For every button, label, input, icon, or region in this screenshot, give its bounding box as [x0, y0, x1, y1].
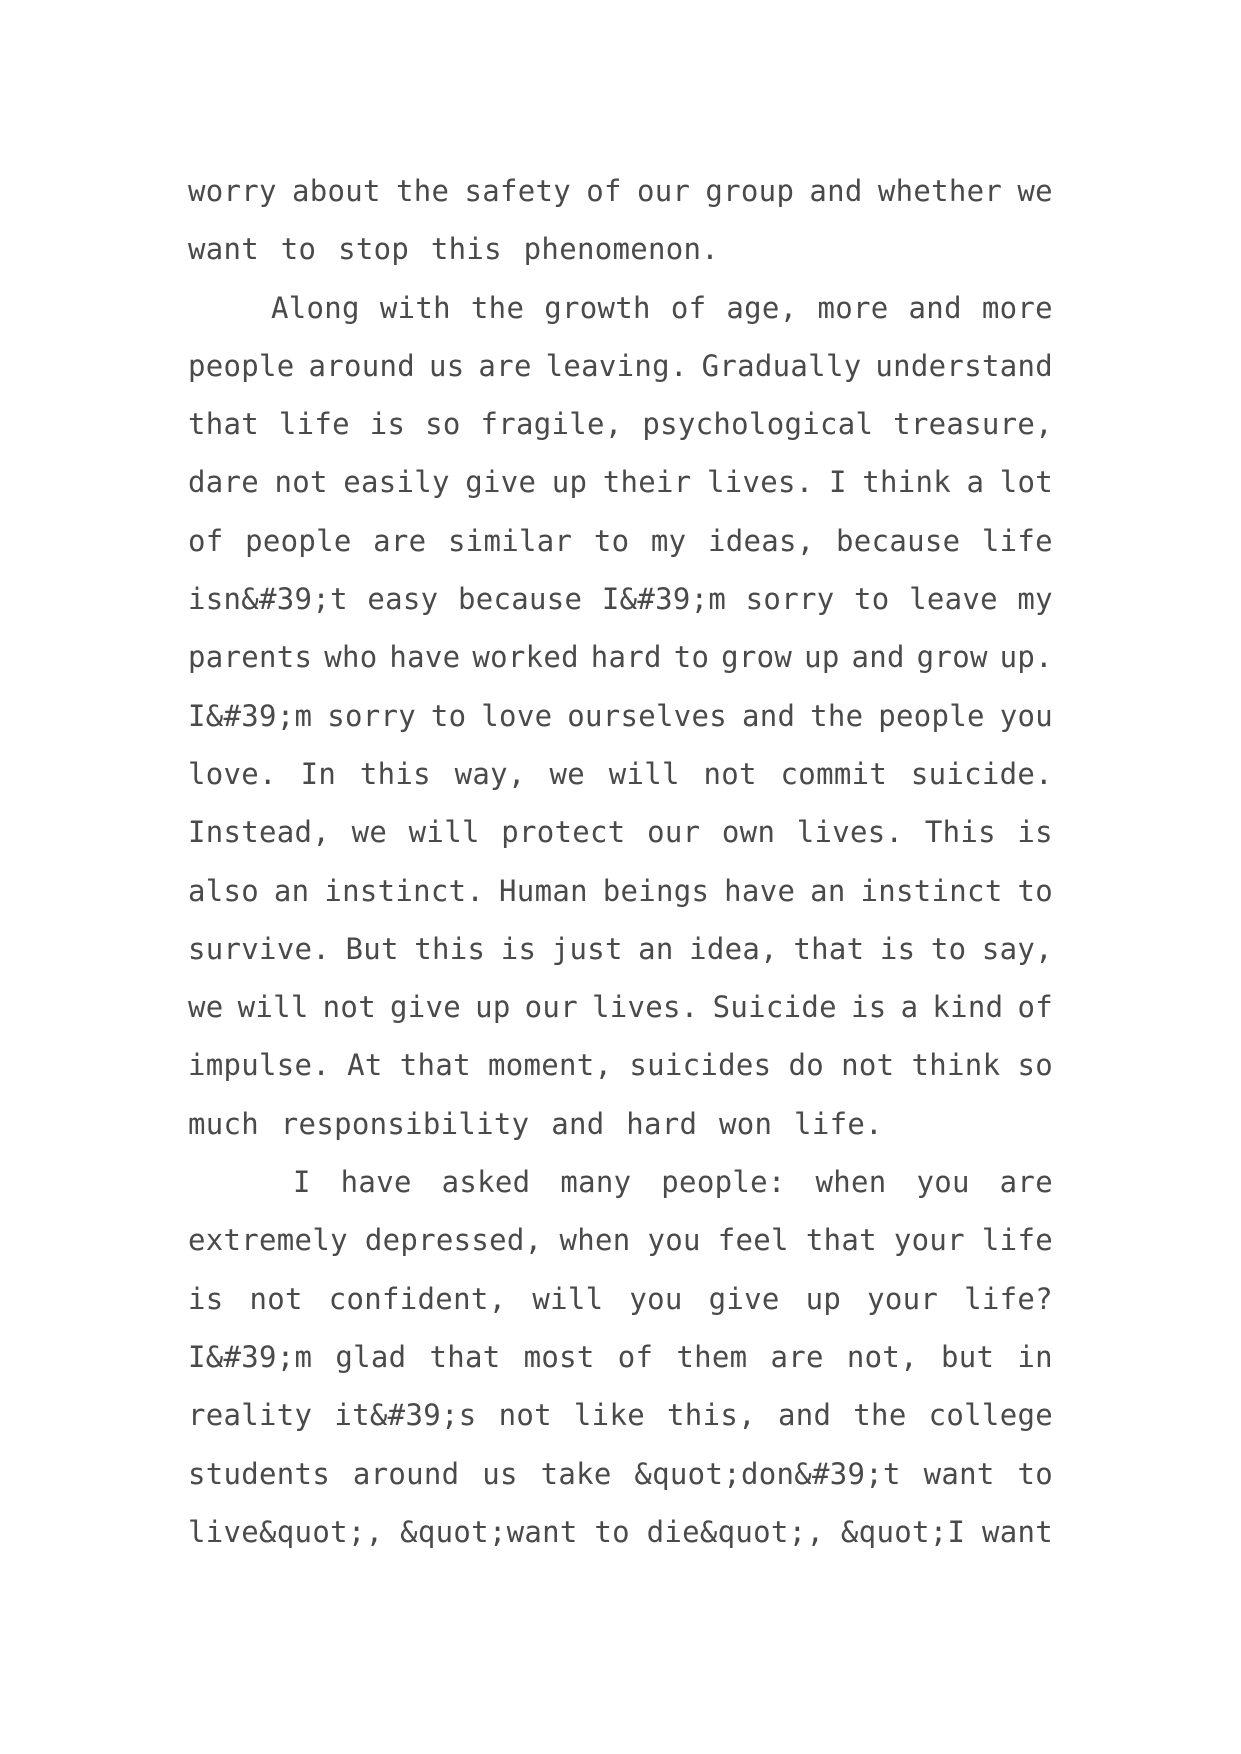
word: not,: [846, 1339, 918, 1374]
word: lot: [999, 465, 1053, 500]
word: that: [793, 931, 865, 966]
word: not: [249, 1281, 303, 1316]
word: an: [810, 873, 846, 908]
word: up.: [999, 640, 1053, 675]
word: them: [676, 1339, 748, 1374]
word: people: [188, 348, 295, 383]
word: think: [862, 465, 952, 500]
word: idea,: [689, 931, 778, 966]
word: like: [573, 1398, 645, 1433]
word: life?: [964, 1281, 1053, 1316]
word: grow: [916, 640, 988, 675]
text-line: [188, 162, 1053, 220]
text-line: much responsibility and hard won life.: [188, 1106, 883, 1141]
word: Human: [499, 873, 588, 908]
text-line: [188, 453, 1053, 511]
word: I: [293, 1165, 311, 1200]
word: around: [352, 1456, 460, 1491]
word: also: [188, 873, 260, 908]
word: my: [1017, 582, 1053, 617]
word: extremely: [188, 1223, 348, 1258]
word: we: [351, 815, 388, 850]
word: easily: [343, 465, 450, 500]
word: not: [274, 465, 328, 500]
word: people:: [661, 1165, 786, 1200]
text-line: [188, 570, 1053, 628]
word: ourselves: [567, 698, 728, 733]
word: glad: [335, 1339, 407, 1374]
word: and: [908, 290, 962, 325]
word: say,: [981, 931, 1053, 966]
text-line: [188, 745, 1053, 803]
word: worked: [472, 640, 579, 675]
word: the: [810, 698, 864, 733]
word: around: [308, 348, 416, 383]
word: Along: [271, 290, 360, 325]
word: understand: [875, 348, 1053, 383]
word: I: [829, 465, 847, 500]
word: safety: [464, 174, 572, 208]
word: reality: [188, 1398, 313, 1433]
word: we: [188, 990, 224, 1025]
text-line: [188, 687, 1053, 745]
word: not: [322, 990, 376, 1025]
word: give: [465, 465, 537, 500]
word: because: [457, 582, 583, 617]
word: treasure,: [893, 407, 1053, 442]
word: In: [300, 756, 337, 791]
word: feel: [717, 1223, 789, 1258]
word: we: [549, 756, 585, 791]
word: of: [617, 1339, 654, 1374]
word: an: [273, 873, 310, 908]
word: sorry: [745, 582, 835, 617]
word: life: [981, 523, 1053, 558]
word: beings: [602, 873, 710, 908]
word: when: [815, 1165, 887, 1200]
word: when: [559, 1223, 631, 1258]
word: life: [981, 1223, 1053, 1258]
word: age,: [726, 290, 798, 325]
word: leaving.: [545, 348, 688, 383]
word: sorry: [327, 698, 417, 733]
word: group: [705, 174, 795, 208]
word: &quot;want: [400, 1514, 578, 1549]
word: that: [805, 1223, 877, 1258]
word: love: [481, 698, 553, 733]
word: you: [916, 1165, 970, 1200]
word: are: [999, 1165, 1053, 1200]
word: will: [532, 1281, 604, 1316]
word: &quot;I: [840, 1514, 966, 1549]
word: protect: [501, 815, 626, 850]
word: lives.: [707, 465, 814, 500]
word: lives.: [796, 815, 904, 850]
word: Instead,: [188, 815, 331, 850]
paragraph: [188, 1153, 1053, 1561]
word: that: [429, 1339, 501, 1374]
word: to: [1017, 1456, 1053, 1491]
word: growth: [544, 290, 651, 325]
word: it&#39;s: [334, 1398, 477, 1433]
word: the: [470, 290, 525, 325]
word: we: [1017, 174, 1053, 208]
word: to: [854, 582, 890, 617]
word: Gradually: [701, 348, 862, 383]
word: will: [408, 815, 480, 850]
word: hard: [590, 640, 662, 675]
word: commit: [780, 756, 888, 791]
word: do: [788, 1048, 825, 1083]
word: worry: [188, 174, 277, 208]
word: fragile,: [480, 407, 623, 442]
word: this: [414, 931, 486, 966]
word: you: [629, 1281, 683, 1316]
text-line: [188, 628, 1053, 686]
word: up: [475, 990, 511, 1025]
word: college: [928, 1398, 1053, 1433]
word: have: [340, 1165, 412, 1200]
word: think: [911, 1048, 1001, 1083]
text-line: [188, 1270, 1053, 1328]
word: die&quot;,: [646, 1514, 825, 1549]
word: the: [853, 1398, 907, 1433]
word: are: [770, 1339, 824, 1374]
word: suicide.: [910, 756, 1053, 791]
word: most: [523, 1339, 595, 1374]
text-line: [188, 1445, 1053, 1503]
word: love.: [188, 756, 277, 791]
word: is: [850, 990, 887, 1025]
word: survive.: [188, 931, 331, 966]
word: up: [804, 640, 840, 675]
word: but: [941, 1339, 995, 1374]
text-line: [188, 920, 1053, 978]
word: depressed,: [364, 1223, 543, 1258]
word: you: [647, 1223, 701, 1258]
word: who: [324, 640, 378, 675]
word: want: [923, 1456, 995, 1491]
word: our: [524, 990, 578, 1025]
word: kind: [932, 990, 1004, 1025]
text-line: [188, 1211, 1053, 1269]
text-line: [188, 1386, 1053, 1444]
word: to: [430, 698, 467, 733]
word: students: [188, 1456, 331, 1491]
word: that: [399, 1048, 471, 1083]
word: will: [608, 756, 680, 791]
word: to: [1017, 873, 1053, 908]
word: give: [708, 1281, 780, 1316]
word: whether: [877, 174, 1003, 208]
word: instinct: [860, 873, 1003, 908]
word: live&quot;,: [188, 1514, 384, 1549]
word: an: [638, 931, 674, 966]
word: psychological: [642, 407, 874, 442]
word: are: [478, 348, 532, 383]
word: to: [673, 640, 710, 675]
word: of: [188, 523, 224, 558]
word: is: [500, 931, 537, 966]
word: asked: [441, 1165, 531, 1200]
paragraph: [188, 162, 1053, 279]
word: Suicide: [712, 990, 837, 1025]
word: many: [560, 1165, 632, 1200]
text-line: [188, 395, 1053, 453]
word: the: [396, 174, 450, 208]
text-line: want to stop this phenomenon.: [188, 232, 720, 267]
word: us: [482, 1456, 518, 1491]
word: our: [636, 174, 691, 208]
word: their: [602, 465, 692, 500]
word: you: [999, 698, 1053, 733]
paragraph: [188, 279, 1053, 1153]
body-text: [188, 162, 1053, 1561]
word: of: [586, 174, 622, 208]
word: us: [428, 348, 465, 383]
word: are: [373, 523, 427, 558]
word: to: [593, 523, 630, 558]
word: lives.: [592, 990, 699, 1025]
word: our: [647, 815, 701, 850]
word: leave: [909, 582, 998, 617]
word: this,: [667, 1398, 756, 1433]
word: is: [1017, 815, 1053, 850]
word: I&#39;m: [188, 698, 313, 733]
word: moment,: [487, 1048, 613, 1083]
word: way,: [454, 756, 526, 791]
word: easy: [367, 582, 439, 617]
word: this: [359, 756, 431, 791]
word: not: [498, 1398, 552, 1433]
word: I&#39;m: [601, 582, 727, 617]
word: so: [1017, 1048, 1053, 1083]
word: But: [345, 931, 399, 966]
word: up: [551, 465, 588, 500]
word: more: [817, 290, 889, 325]
word: &quot;don&#39;t: [634, 1456, 901, 1491]
word: of: [1017, 990, 1053, 1025]
word: people: [878, 698, 985, 733]
word: and: [851, 640, 905, 675]
word: with: [379, 290, 451, 325]
word: up: [805, 1281, 842, 1316]
word: grow: [721, 640, 793, 675]
word: a: [900, 990, 919, 1025]
word: want: [981, 1514, 1053, 1549]
word: so: [425, 407, 461, 442]
text-line: [188, 862, 1053, 920]
word: people: [245, 523, 352, 558]
text-line: [188, 279, 1053, 337]
word: give: [390, 990, 462, 1025]
word: a: [966, 465, 985, 500]
word: parents: [188, 640, 313, 675]
word: and: [777, 1398, 832, 1433]
text-line: [188, 512, 1053, 570]
word: instinct.: [324, 873, 485, 908]
word: confident,: [328, 1281, 507, 1316]
word: isn&#39;t: [188, 582, 348, 617]
word: ideas,: [707, 523, 815, 558]
text-line: [188, 978, 1053, 1036]
word: own: [721, 815, 776, 850]
word: life: [278, 407, 350, 442]
word: and: [741, 698, 796, 733]
word: take: [540, 1456, 612, 1491]
text-line: [188, 1153, 1053, 1211]
word: I&#39;m: [188, 1339, 313, 1374]
word: is: [369, 407, 406, 442]
word: At: [347, 1048, 383, 1083]
word: your: [867, 1281, 939, 1316]
word: more: [981, 290, 1053, 325]
word: of: [670, 290, 707, 325]
text-line: [188, 803, 1053, 861]
word: to: [930, 931, 967, 966]
word: because: [836, 523, 961, 558]
word: is: [188, 1281, 224, 1316]
word: in: [1017, 1339, 1053, 1374]
word: not: [841, 1048, 895, 1083]
word: my: [650, 523, 687, 558]
word: and: [809, 174, 863, 208]
word: have: [389, 640, 461, 675]
word: dare: [188, 465, 260, 500]
word: to: [594, 1514, 630, 1549]
word: similar: [447, 523, 573, 558]
word: about: [292, 174, 381, 208]
text-line: [188, 1328, 1053, 1386]
word: will: [237, 990, 309, 1025]
word: that: [188, 407, 260, 442]
word: suicides: [629, 1048, 772, 1083]
word: impulse.: [188, 1048, 331, 1083]
word: just: [551, 931, 623, 966]
text-line: [188, 337, 1053, 395]
text-line: [188, 1036, 1053, 1094]
word: your: [893, 1223, 965, 1258]
word: This: [924, 815, 996, 850]
word: not: [703, 756, 757, 791]
text-line: [188, 1503, 1053, 1561]
word: is: [879, 931, 916, 966]
word: have: [724, 873, 796, 908]
